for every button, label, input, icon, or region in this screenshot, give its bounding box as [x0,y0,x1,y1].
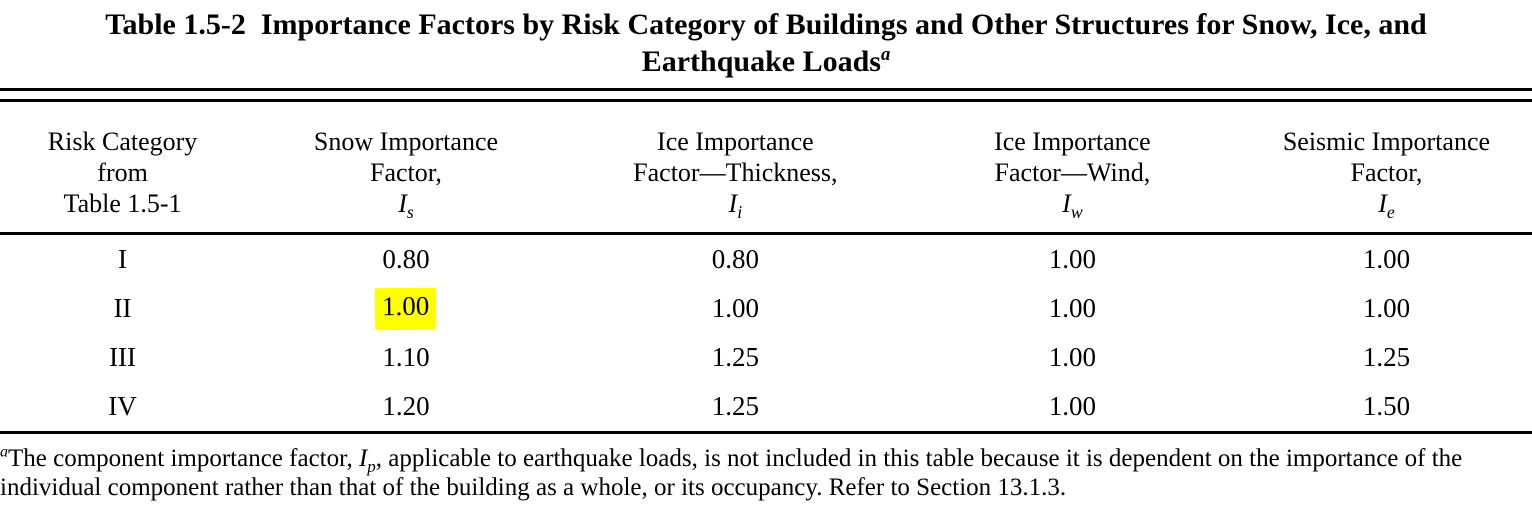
ice-wind-factor-cell: 1.00 [1048,293,1096,323]
header-line: from [97,158,148,187]
header-line: Factor, [370,158,442,187]
double-rule [0,88,1532,102]
symbol-letter: I [398,189,407,218]
title-footnote-marker: a [880,44,891,65]
table-body [0,234,1532,433]
symbol-subscript: e [1386,202,1395,223]
symbol-letter: I [358,445,368,472]
footnote-text-before-symbol: The component importance factor, [8,445,359,472]
footnote-text-after-symbol: , applicable to earthquake loads, is not included in this table because it is dependent on the importance of the individual component rather than that of the building as a whole, or its occupancy. Refer to Section 13.1.3. [0,445,1463,501]
header-line: Factor—Wind, [994,158,1151,187]
snow-factor-cell [245,284,567,333]
ice-thickness-factor-cell: 1.00 [711,293,759,323]
symbol-letter: I [1378,189,1387,218]
ice-wind-factor-cell: 1.00 [1048,244,1096,274]
seismic-factor-cell: 1.00 [1362,293,1411,323]
table-row-category-III [0,333,1532,382]
ice-thickness-factor-cell: 0.80 [711,244,759,274]
table-row-category-I [0,234,1532,285]
seismic-factor-cell: 1.50 [1362,391,1411,421]
symbol-subscript: p [367,457,376,476]
ice-thickness-factor-cell: 1.25 [711,342,759,372]
table-row-category-IV [0,382,1532,433]
table-header [0,102,1532,234]
symbol-letter: I [1062,189,1071,218]
risk-category-cell: IV [108,391,137,421]
header-line: Ice Importance [657,127,814,156]
header-line: Factor, [1350,158,1423,187]
seismic-factor-cell: 1.25 [1362,342,1411,372]
risk-category-cell: II [113,293,132,323]
column-header-ice-importance-factor-wind [904,102,1241,234]
snow-factor-cell: 1.20 [382,391,430,421]
symbol-Ip [358,445,376,476]
header-line: Ice Importance [994,127,1151,156]
table-title [0,0,1532,80]
column-header-ice-importance-factor-thickness [567,102,904,234]
header-line: Factor—Thickness, [633,158,838,187]
symbol-subscript: i [737,202,743,223]
symbol-letter: I [728,189,738,218]
footnote [0,444,1532,502]
symbol-subscript: w [1070,202,1083,223]
highlighted-value: 1.00 [375,287,437,330]
risk-category-cell: III [109,342,137,372]
column-header-snow-importance-factor [245,102,567,234]
header-line: Snow Importance [313,127,499,156]
footnote-marker: a [0,443,8,461]
importance-factors-table [0,102,1532,434]
snow-factor-cell: 1.10 [382,342,430,372]
ice-wind-factor-cell: 1.00 [1048,391,1096,421]
table-row-category-II [0,284,1532,333]
table-title-line-2-text: Earthquake Loads [641,45,881,78]
ice-wind-factor-cell: 1.00 [1048,342,1096,372]
header-line: Seismic Importance [1282,127,1491,156]
symbol-Iw [904,188,1241,223]
ice-thickness-factor-cell: 1.25 [711,391,759,421]
column-header-risk-category [0,102,245,234]
table-title-line-1: Table 1.5-2 Importance Factors by Risk Category of Buildings and Other Structures for Snow, Ice, and [105,8,1427,41]
header-row [0,102,1532,234]
risk-category-cell: I [118,244,128,274]
snow-factor-cell: 0.80 [382,244,430,274]
seismic-factor-cell: 1.00 [1362,244,1411,274]
symbol-Ie [1241,188,1532,223]
column-header-seismic-importance-factor [1241,102,1532,234]
symbol-subscript: s [406,202,414,223]
symbol-Is [245,188,567,223]
table-title-line-2 [0,43,1532,80]
header-line: Table 1.5-1 [63,189,182,218]
symbol-Ii [567,188,904,223]
header-line: Risk Category [47,127,198,156]
